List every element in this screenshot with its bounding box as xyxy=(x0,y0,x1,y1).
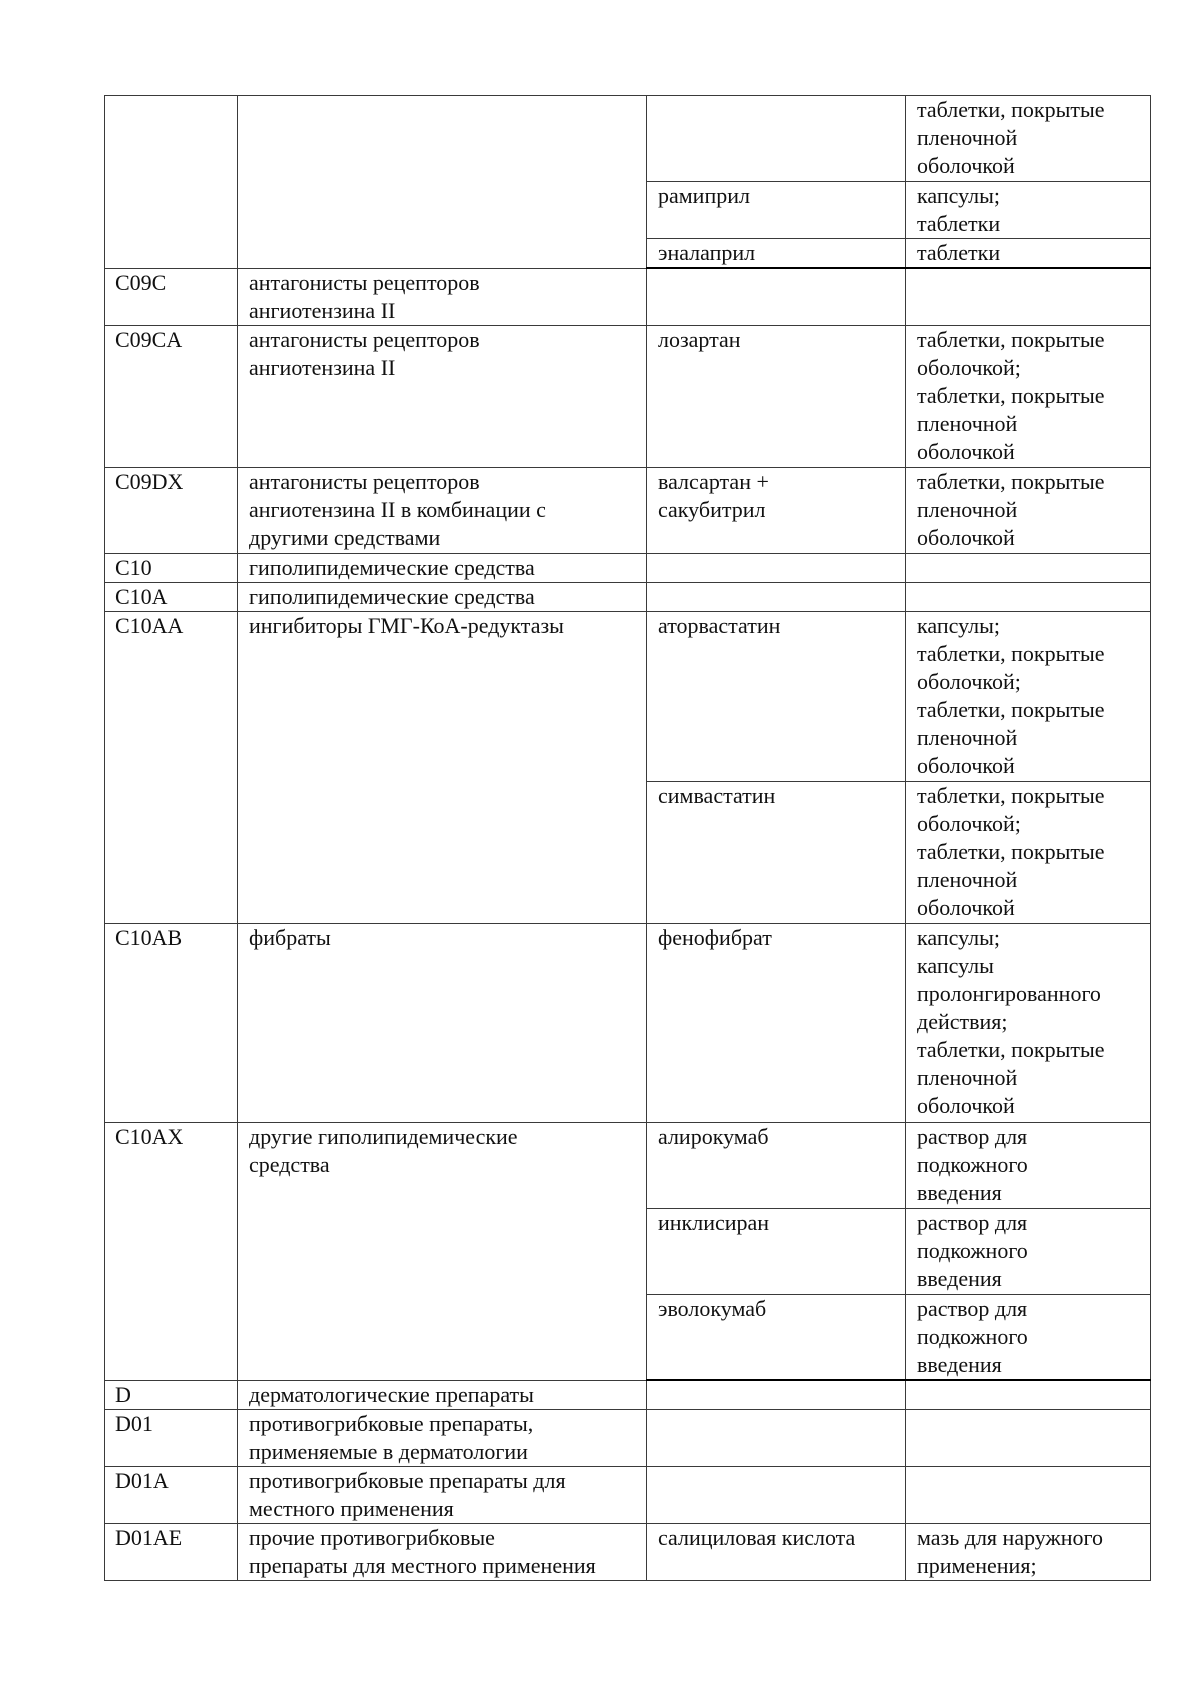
dosage-form-line: оболочкой; xyxy=(917,354,1021,380)
atc-code: C10 xyxy=(115,554,152,580)
drug-name: фенофибрат xyxy=(658,924,772,950)
drug-name-cell xyxy=(647,239,906,269)
group-name-line: ангиотензина II xyxy=(249,297,396,323)
drug-name-cell xyxy=(647,1122,906,1208)
drug-name: алирокумаб xyxy=(658,1123,769,1149)
atc-code: D xyxy=(115,1381,131,1407)
atc-code-cell xyxy=(105,96,238,269)
table-row xyxy=(105,325,1151,467)
dosage-form-line: таблетки, покрытые xyxy=(917,640,1105,666)
group-name-line: антагонисты рецепторов xyxy=(249,468,480,494)
drug-name-line: валсартан + xyxy=(658,468,769,494)
group-name-line: препараты для местного применения xyxy=(249,1552,596,1578)
dosage-form-line: мазь для наружного xyxy=(917,1524,1103,1550)
group-name-line: антагонисты рецепторов xyxy=(249,269,480,295)
atc-code-cell xyxy=(105,923,238,1122)
dosage-form-line: подкожного xyxy=(917,1323,1028,1349)
dosage-form-line: оболочкой; xyxy=(917,810,1021,836)
atc-code-cell xyxy=(105,467,238,553)
dosage-form-cell xyxy=(906,467,1151,553)
group-name-cell xyxy=(238,611,647,923)
dosage-form-line: оболочкой xyxy=(917,894,1015,920)
drug-name: эналаприл xyxy=(658,240,756,265)
dosage-form-cell xyxy=(906,1122,1151,1208)
dosage-form-line: введения xyxy=(917,1351,1002,1377)
table-row xyxy=(105,923,1151,1122)
dosage-form-line: пленочной xyxy=(917,410,1018,436)
drug-name: лозартан xyxy=(658,326,741,352)
atc-code-cell xyxy=(105,1122,238,1380)
atc-code: C10AA xyxy=(115,612,184,638)
atc-code: C10AB xyxy=(115,924,183,950)
group-name-line: противогрибковые препараты, xyxy=(249,1410,534,1436)
dosage-form-line: пленочной xyxy=(917,1064,1018,1090)
dosage-form-cell xyxy=(906,1466,1151,1523)
group-name-line: применяемые в дерматологии xyxy=(249,1438,528,1464)
drug-name-cell xyxy=(647,325,906,467)
group-name-line: прочие противогрибковые xyxy=(249,1524,495,1550)
dosage-form-line: капсулы xyxy=(917,952,994,978)
dosage-form-line: таблетки, покрытые xyxy=(917,782,1105,808)
group-name-line: другими средствами xyxy=(249,524,441,550)
dosage-form-line: оболочкой xyxy=(917,524,1015,550)
table-row xyxy=(105,611,1151,781)
table-row xyxy=(105,1523,1151,1580)
dosage-form-cell xyxy=(906,781,1151,923)
drug-name-cell xyxy=(647,182,906,239)
atc-code: D01AE xyxy=(115,1524,183,1550)
drug-name-line: сакубитрил xyxy=(658,496,766,522)
dosage-form-line: таблетки xyxy=(917,240,1001,265)
group-name-line: гиполипидемические средства xyxy=(249,583,535,609)
dosage-form-cell xyxy=(906,239,1151,269)
drug-name-cell xyxy=(647,1208,906,1294)
atc-code: C09DX xyxy=(115,468,184,494)
drug-name-cell xyxy=(647,1380,906,1409)
group-name-cell xyxy=(238,325,647,467)
dosage-form-cell xyxy=(906,1523,1151,1580)
drug-name-cell xyxy=(647,467,906,553)
group-name-line: другие гиполипидемические xyxy=(249,1123,518,1149)
drug-name: салициловая кислота xyxy=(658,1524,856,1550)
drug-name-cell xyxy=(647,1523,906,1580)
dosage-form-line: подкожного xyxy=(917,1237,1028,1263)
dosage-form-line: пленочной xyxy=(917,496,1018,522)
table-row xyxy=(105,467,1151,553)
atc-code-cell xyxy=(105,1409,238,1466)
dosage-form-line: оболочкой xyxy=(917,153,1015,178)
drug-name-cell xyxy=(647,553,906,582)
dosage-form-line: таблетки, покрытые xyxy=(917,97,1105,122)
dosage-form-line: оболочкой xyxy=(917,438,1015,464)
dosage-form-cell xyxy=(906,1208,1151,1294)
table-row xyxy=(105,1409,1151,1466)
dosage-form-line: таблетки, покрытые xyxy=(917,382,1105,408)
group-name-line: ангиотензина II в комбинации с xyxy=(249,496,546,522)
dosage-form-line: таблетки, покрытые xyxy=(917,1036,1105,1062)
dosage-form-cell xyxy=(906,553,1151,582)
dosage-form-line: пленочной xyxy=(917,866,1018,892)
table-row xyxy=(105,268,1151,325)
dosage-form-line: капсулы; xyxy=(917,924,1000,950)
drug-name: симвастатин xyxy=(658,782,776,808)
group-name-line: фибраты xyxy=(249,924,331,950)
group-name-line: противогрибковые препараты для xyxy=(249,1467,566,1493)
dosage-form-line: таблетки, покрытые xyxy=(917,326,1105,352)
table-row xyxy=(105,1122,1151,1208)
group-name-cell xyxy=(238,1409,647,1466)
dosage-form-line: раствор для xyxy=(917,1209,1028,1235)
drug-name: инклисиран xyxy=(658,1209,770,1235)
atc-code-cell xyxy=(105,1523,238,1580)
group-name-line: дерматологические препараты xyxy=(249,1381,534,1407)
atc-code-cell xyxy=(105,268,238,325)
atc-code: C09C xyxy=(115,269,167,295)
dosage-form-line: пленочной xyxy=(917,724,1018,750)
group-name-cell xyxy=(238,553,647,582)
group-name-cell xyxy=(238,467,647,553)
group-name-line: антагонисты рецепторов xyxy=(249,326,480,352)
atc-code: D01 xyxy=(115,1410,153,1436)
group-name-cell xyxy=(238,96,647,269)
drug-name: эволокумаб xyxy=(658,1295,767,1321)
group-name-cell xyxy=(238,1380,647,1409)
dosage-form-line: оболочкой xyxy=(917,752,1015,778)
drug-name-cell xyxy=(647,1409,906,1466)
dosage-form-cell xyxy=(906,96,1151,182)
group-name-cell xyxy=(238,582,647,611)
dosage-form-line: пленочной xyxy=(917,125,1018,150)
table-row xyxy=(105,553,1151,582)
dosage-form-line: оболочкой xyxy=(917,1092,1015,1118)
dosage-form-line: таблетки, покрытые xyxy=(917,696,1105,722)
dosage-form-line: введения xyxy=(917,1179,1002,1205)
atc-code: D01A xyxy=(115,1467,169,1493)
drug-name-cell xyxy=(647,96,906,182)
drug-name-cell xyxy=(647,923,906,1122)
dosage-form-line: оболочкой; xyxy=(917,668,1021,694)
atc-code: C10AX xyxy=(115,1123,184,1149)
drug-name: рамиприл xyxy=(658,183,750,208)
dosage-form-line: пролонгированного xyxy=(917,980,1101,1006)
dosage-form-line: таблетки, покрытые xyxy=(917,838,1105,864)
drug-name-cell xyxy=(647,582,906,611)
dosage-form-line: капсулы; xyxy=(917,612,1000,638)
drug-name-cell xyxy=(647,611,906,781)
dosage-form-line: раствор для xyxy=(917,1123,1028,1149)
atc-code-cell xyxy=(105,553,238,582)
group-name-line: ангиотензина II xyxy=(249,354,396,380)
drug-name-cell xyxy=(647,781,906,923)
atc-code-cell xyxy=(105,1380,238,1409)
dosage-form-cell xyxy=(906,582,1151,611)
atc-code: C09CA xyxy=(115,326,183,352)
group-name-line: гиполипидемические средства xyxy=(249,554,535,580)
drug-name-cell xyxy=(647,268,906,325)
dosage-form-line: применения; xyxy=(917,1552,1037,1578)
dosage-form-cell xyxy=(906,1294,1151,1380)
table-row xyxy=(105,582,1151,611)
atc-code-cell xyxy=(105,325,238,467)
atc-code: C10A xyxy=(115,583,168,609)
group-name-cell xyxy=(238,268,647,325)
dosage-form-line: капсулы; xyxy=(917,183,1000,208)
dosage-form-line: таблетки xyxy=(917,211,1001,236)
drug-name-cell xyxy=(647,1294,906,1380)
group-name-line: местного применения xyxy=(249,1495,454,1521)
atc-code-cell xyxy=(105,582,238,611)
atc-drug-table xyxy=(104,95,1151,1581)
dosage-form-cell xyxy=(906,1409,1151,1466)
group-name-cell xyxy=(238,1122,647,1380)
group-name-line: средства xyxy=(249,1151,330,1177)
dosage-form-line: подкожного xyxy=(917,1151,1028,1177)
atc-code-cell xyxy=(105,1466,238,1523)
group-name-cell xyxy=(238,923,647,1122)
table-row xyxy=(105,96,1151,182)
dosage-form-line: раствор для xyxy=(917,1295,1028,1321)
table-row xyxy=(105,1466,1151,1523)
group-name-cell xyxy=(238,1523,647,1580)
dosage-form-cell xyxy=(906,1380,1151,1409)
group-name-line: ингибиторы ГМГ-КоА-редуктазы xyxy=(249,612,564,638)
drug-name: аторвастатин xyxy=(658,612,781,638)
dosage-form-cell xyxy=(906,182,1151,239)
dosage-form-cell xyxy=(906,325,1151,467)
atc-code-cell xyxy=(105,611,238,923)
dosage-form-cell xyxy=(906,268,1151,325)
dosage-form-line: введения xyxy=(917,1265,1002,1291)
table-row xyxy=(105,1380,1151,1409)
drug-name-cell xyxy=(647,1466,906,1523)
dosage-form-cell xyxy=(906,611,1151,781)
dosage-form-line: таблетки, покрытые xyxy=(917,468,1105,494)
dosage-form-line: действия; xyxy=(917,1008,1008,1034)
group-name-cell xyxy=(238,1466,647,1523)
dosage-form-cell xyxy=(906,923,1151,1122)
